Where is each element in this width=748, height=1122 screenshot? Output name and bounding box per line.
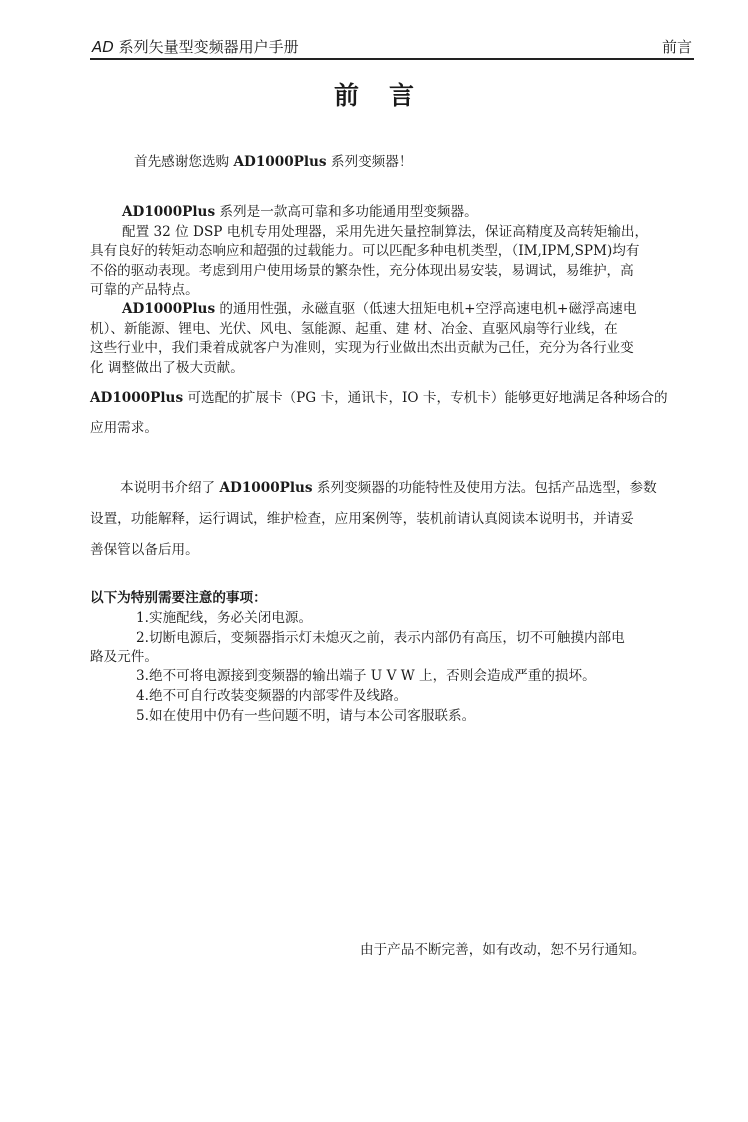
notice-item: 1.实施配线，务必关闭电源。 xyxy=(136,610,313,626)
notice-item: 路及元件。 xyxy=(90,649,158,665)
intro-line: AD1000Plus 的通用性强，永磁直驱（低速大扭矩电机+空浮高速电机+磁浮高速电 xyxy=(122,301,637,317)
footer-note: 由于产品不断完善，如有改动，恕不另行通知。 xyxy=(360,942,646,958)
manual-intro-line: 善保管以备后用。 xyxy=(90,542,199,558)
notice-item: 4.绝不可自行改装变频器的内部零件及线路。 xyxy=(136,688,408,704)
notice-item: 2.切断电源后，变频器指示灯未熄灭之前，表示内部仍有高压，切不可触摸内部电 xyxy=(136,630,625,646)
manual-intro-line: 设置，功能解释，运行调试，维护检查，应用案例等，装机前请认真阅读本说明书，并请妥 xyxy=(90,511,634,527)
running-header-title xyxy=(92,36,299,57)
intro-line: 具有良好的转矩动态响应和超强的过载能力。可以匹配多种电机类型，（IM,IPM,SPM)均有 xyxy=(90,243,640,259)
expansion-line: AD1000Plus 可选配的扩展卡（PG 卡，通讯卡，IO 卡，专机卡）能够更好地满足各种场合的 xyxy=(90,390,668,406)
header-divider xyxy=(90,58,694,60)
product-name: AD1000Plus xyxy=(219,480,313,496)
greeting-line: 首先感谢您选购 AD1000Plus 系列变频器！ xyxy=(134,154,413,170)
header-series: AD xyxy=(92,38,114,56)
intro-line: 这些行业中，我们秉着成就客户为准则，实现为行业做出杰出贡献为己任，充分为各行业变 xyxy=(90,340,634,356)
manual-intro-line: 本说明书介绍了 AD1000Plus 系列变频器的功能特性及使用方法。包括产品选型，参数 xyxy=(120,480,657,496)
expansion-line: 应用需求。 xyxy=(90,420,158,436)
running-header-section: 前言 xyxy=(661,38,692,56)
product-name: AD1000Plus xyxy=(122,301,216,317)
product-name: AD1000Plus xyxy=(233,154,327,170)
notice-item: 5.如在使用中仍有一些问题不明，请与本公司客服联系。 xyxy=(136,708,476,724)
intro-line: 机）、新能源、锂电、光伏、风电、氢能源、起重、建 材、冶金、直驱风扇等行业线，在 xyxy=(90,321,618,337)
intro-line: 配置 32 位 DSP 电机专用处理器，采用先进矢量控制算法，保证高精度及高转矩输出， xyxy=(122,224,649,240)
header-manual-title: 系列矢量型变频器用户手册 xyxy=(113,38,299,56)
intro-line: 化 调整做出了极大贡献。 xyxy=(90,360,244,376)
intro-line: AD1000Plus 系列是一款高可靠和多功能通用型变频器。 xyxy=(122,204,478,220)
page-title: 前言 xyxy=(333,81,444,110)
intro-line: 不俗的驱动表现。考虑到用户使用场景的繁杂性，充分体现出易安装，易调试，易维护，高 xyxy=(90,263,634,279)
product-name: AD1000Plus xyxy=(90,390,184,406)
product-name: AD1000Plus xyxy=(122,204,216,220)
notice-item: 3.绝不可将电源接到变频器的输出端子 U V W 上，否则会造成严重的损坏。 xyxy=(136,668,596,684)
intro-line: 可靠的产品特点。 xyxy=(90,282,199,298)
notice-title: 以下为特别需要注意的事项： xyxy=(90,590,267,606)
